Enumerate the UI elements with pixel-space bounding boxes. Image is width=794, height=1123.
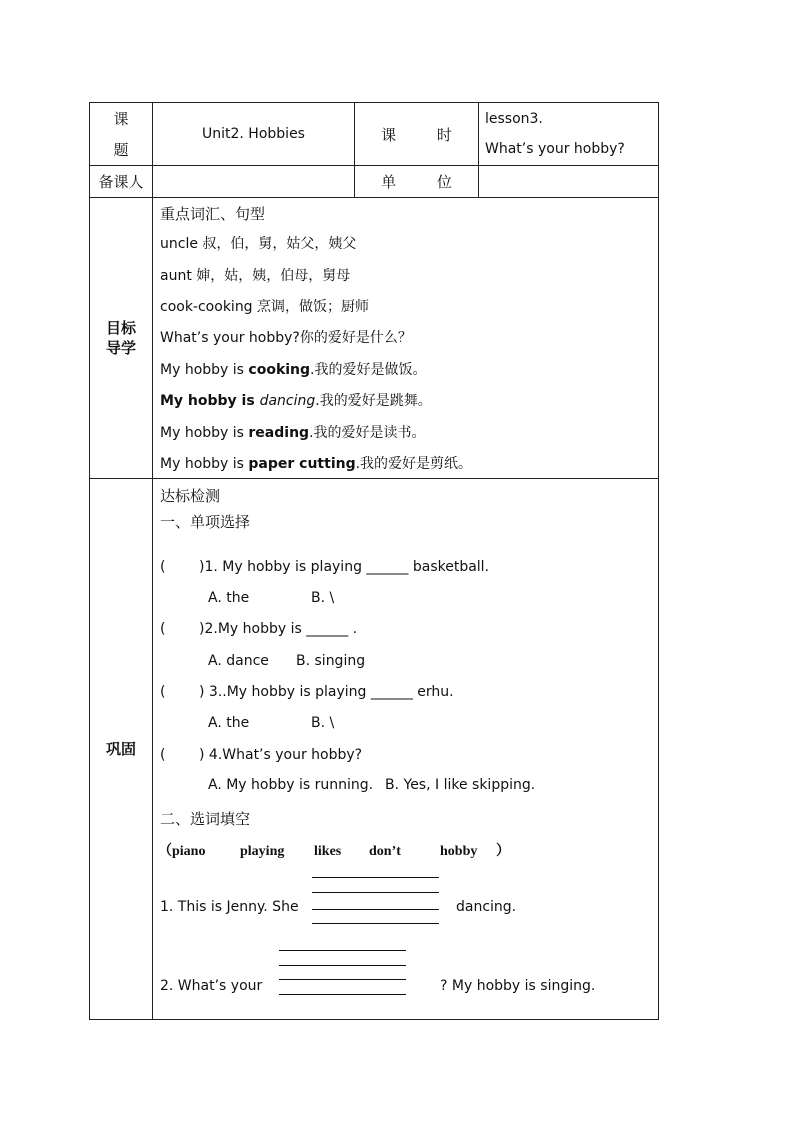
preparer-label-cell — [90, 166, 153, 198]
blank-2-input[interactable] — [279, 994, 406, 995]
topic-label-2: 题 — [113, 141, 129, 159]
blank-1-input[interactable] — [312, 909, 439, 910]
fill1-suffix: dancing. — [456, 899, 517, 915]
blank-2-line-b — [279, 965, 406, 966]
sentence-reading-post: .我的爱好是读书。 — [309, 425, 426, 441]
fill2-suffix: ? My hobby is singing. — [440, 978, 596, 994]
sentence-dancing-post: .我的爱好是跳舞。 — [315, 393, 432, 409]
q2-text: )2.My hobby is ______ . — [199, 621, 358, 637]
preparer-row — [90, 166, 659, 198]
blank-1-line-d — [312, 923, 439, 924]
word-bank — [158, 840, 510, 860]
sentence-reading-keyword: reading — [248, 425, 310, 441]
exercise-label-cell — [90, 479, 153, 1020]
unit-title-cell — [153, 103, 355, 166]
sentence-paper-cutting-keyword: paper cutting — [248, 456, 356, 472]
blank-1-line-b — [312, 892, 439, 893]
unit-title: Unit2. Hobbies — [202, 126, 305, 142]
sentence-cooking-post: .我的爱好是做饭。 — [310, 362, 427, 378]
goal-label-cell — [90, 198, 153, 479]
exercise-content-cell — [153, 479, 659, 1020]
q3-paren: ( — [160, 684, 166, 700]
word-bank-open: （ — [158, 844, 172, 859]
q4-option-a: A. My hobby is running. — [208, 777, 374, 793]
sentence-paper-cutting-post: .我的爱好是剪纸。 — [355, 456, 473, 472]
q1-paren: ( — [160, 559, 166, 575]
blank-2-line-a — [279, 950, 406, 951]
word-bank-close: ） — [496, 844, 510, 859]
fill2-prefix: 2. What’s your — [160, 978, 263, 994]
header-row — [90, 103, 659, 166]
q4-text: ) 4.What’s your hobby? — [199, 747, 363, 763]
q2-option-a: A. dance — [208, 653, 269, 669]
q1-text: )1. My hobby is playing ______ basketball. — [199, 559, 490, 575]
sentence-reading-pre: My hobby is — [160, 425, 249, 441]
word-playing: playing — [240, 844, 285, 859]
sentence-cooking-keyword: cooking — [248, 362, 311, 378]
exercise-label: 巩固 — [105, 740, 136, 758]
q2-paren: ( — [160, 621, 166, 637]
goal-label: 目标导学 — [105, 319, 136, 357]
goal-row — [90, 198, 659, 479]
question-sentence: What’s your hobby?你的爱好是什么？ — [160, 330, 412, 346]
dept-value-cell — [479, 166, 659, 198]
vocab-aunt: aunt 婶，姑，姨，伯母，舅母 — [160, 268, 351, 284]
topic-label-cell — [90, 103, 153, 166]
word-hobby: hobby — [440, 844, 478, 859]
sentence-cooking — [160, 359, 427, 379]
word-likes: likes — [314, 844, 342, 859]
q3-option-b: B. \ — [311, 715, 335, 731]
sentence-reading — [160, 422, 426, 442]
sentence-dancing-pre: My hobby is — [160, 393, 260, 409]
q1-option-b: B. \ — [311, 590, 335, 606]
goal-content-cell — [153, 198, 659, 479]
sentence-paper-cutting — [160, 453, 472, 473]
dept-label: 单 位 — [381, 173, 470, 191]
lesson-plan-table — [89, 102, 659, 1020]
sentence-dancing — [160, 390, 432, 410]
word-piano: piano — [172, 844, 206, 859]
exercise-row — [90, 479, 659, 1020]
fill1-prefix: 1. This is Jenny. She — [160, 899, 299, 915]
exercise-heading: 达标检测 — [160, 487, 221, 505]
preparer-value-cell — [153, 166, 355, 198]
sentence-cooking-pre: My hobby is — [160, 362, 249, 378]
period-label: 课 时 — [381, 125, 470, 144]
q4-paren: ( — [160, 747, 166, 763]
blank-1-line-a — [312, 877, 439, 878]
period-label-cell — [355, 103, 479, 166]
word-dont: don’t — [369, 844, 401, 859]
sentence-paper-cutting-pre: My hobby is — [160, 456, 249, 472]
lesson-line-2: What’s your hobby? — [485, 141, 625, 157]
part1-title: 一、单项选择 — [160, 513, 251, 531]
goal-heading: 重点词汇、句型 — [160, 205, 266, 223]
preparer-label: 备课人 — [98, 173, 144, 191]
topic-label-1: 课 — [113, 110, 129, 128]
blank-2-line-c — [279, 979, 406, 980]
vocab-cook: cook-cooking 烹调，做饭；厨师 — [160, 299, 370, 315]
vocab-uncle: uncle 叔，伯，舅，姑父，姨父 — [160, 236, 357, 252]
q3-text: ) 3..My hobby is playing ______ erhu. — [199, 684, 454, 700]
q4-option-b: B. Yes, I like skipping. — [385, 777, 536, 793]
q3-option-a: A. the — [208, 715, 250, 731]
q1-option-a: A. the — [208, 590, 250, 606]
sentence-dancing-keyword: dancing — [259, 393, 316, 409]
q2-option-b: B. singing — [296, 653, 366, 669]
dept-label-cell — [355, 166, 479, 198]
part2-title: 二、选词填空 — [160, 810, 251, 828]
lesson-line-1: lesson3. — [485, 111, 543, 127]
lesson-cell — [479, 103, 659, 166]
